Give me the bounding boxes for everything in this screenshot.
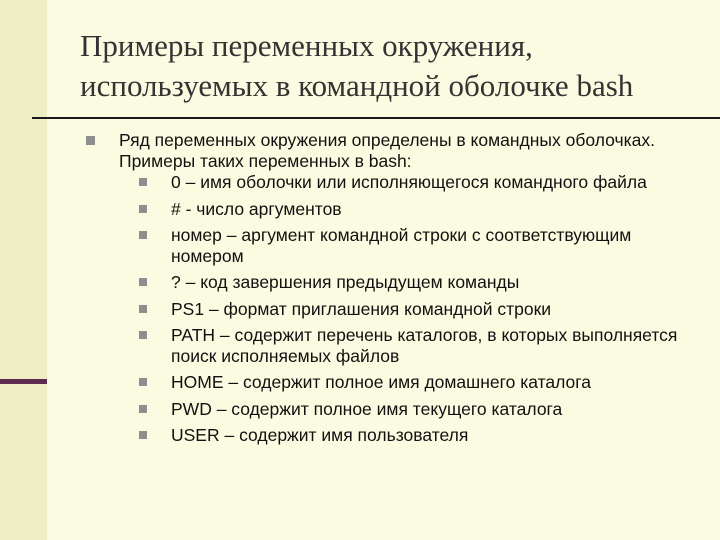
sub-bullet-text: PWD – содержит полное имя текущего каталога [171,398,563,419]
left-decorative-band [0,0,47,540]
sub-bullet-item [139,325,698,366]
intro-text: Ряд переменных окружения определены в командных оболочках. Примеры таких переменных в bash: [119,130,655,171]
square-bullet-icon [139,431,147,439]
square-bullet-icon [139,405,147,413]
sub-bullet-list [119,172,698,446]
sub-bullet-text: ? – код завершения предыдущем команды [171,272,520,292]
sub-bullet-item [139,425,698,446]
slide-title-line-1: Примеры переменных окружения, [80,28,533,63]
left-accent-bar [0,379,47,384]
square-bullet-icon [86,136,95,145]
sub-bullet-text: 0 – имя оболочки или исполняющегося командного файла [171,172,647,192]
slide-content [86,130,698,446]
sub-bullet-text: PS1 – формат приглашения командной строки [171,298,552,319]
square-bullet-icon [139,305,147,313]
sub-bullet-item [139,272,698,293]
sub-bullet-item [139,299,698,320]
sub-bullet-item [139,372,698,393]
sub-bullet-item [139,199,698,220]
square-bullet-icon [139,178,147,186]
sub-bullet-text: HOME – содержит полное имя домашнего каталога [171,372,592,392]
sub-bullet-text: PATH – содержит перечень каталогов, в которых выполняется поиск исполняемых файлов [171,325,678,366]
sub-bullet-item [139,172,698,193]
bullet-item-intro [86,130,698,446]
square-bullet-icon [139,231,147,239]
sub-bullet-text: номер – аргумент командной строки с соответствующим номером [171,225,632,266]
title-divider [32,117,720,119]
slide-title [80,26,700,106]
square-bullet-icon [139,378,147,386]
sub-bullet-text: # - число аргументов [171,198,342,219]
square-bullet-icon [139,205,147,213]
sub-bullet-text: USER – содержит имя пользователя [171,425,469,445]
sub-bullet-item [139,225,698,266]
square-bullet-icon [139,331,147,339]
sub-bullet-item [139,399,698,420]
slide-title-line-2: используемых в командной оболочке bash [80,68,634,103]
square-bullet-icon [139,278,147,286]
